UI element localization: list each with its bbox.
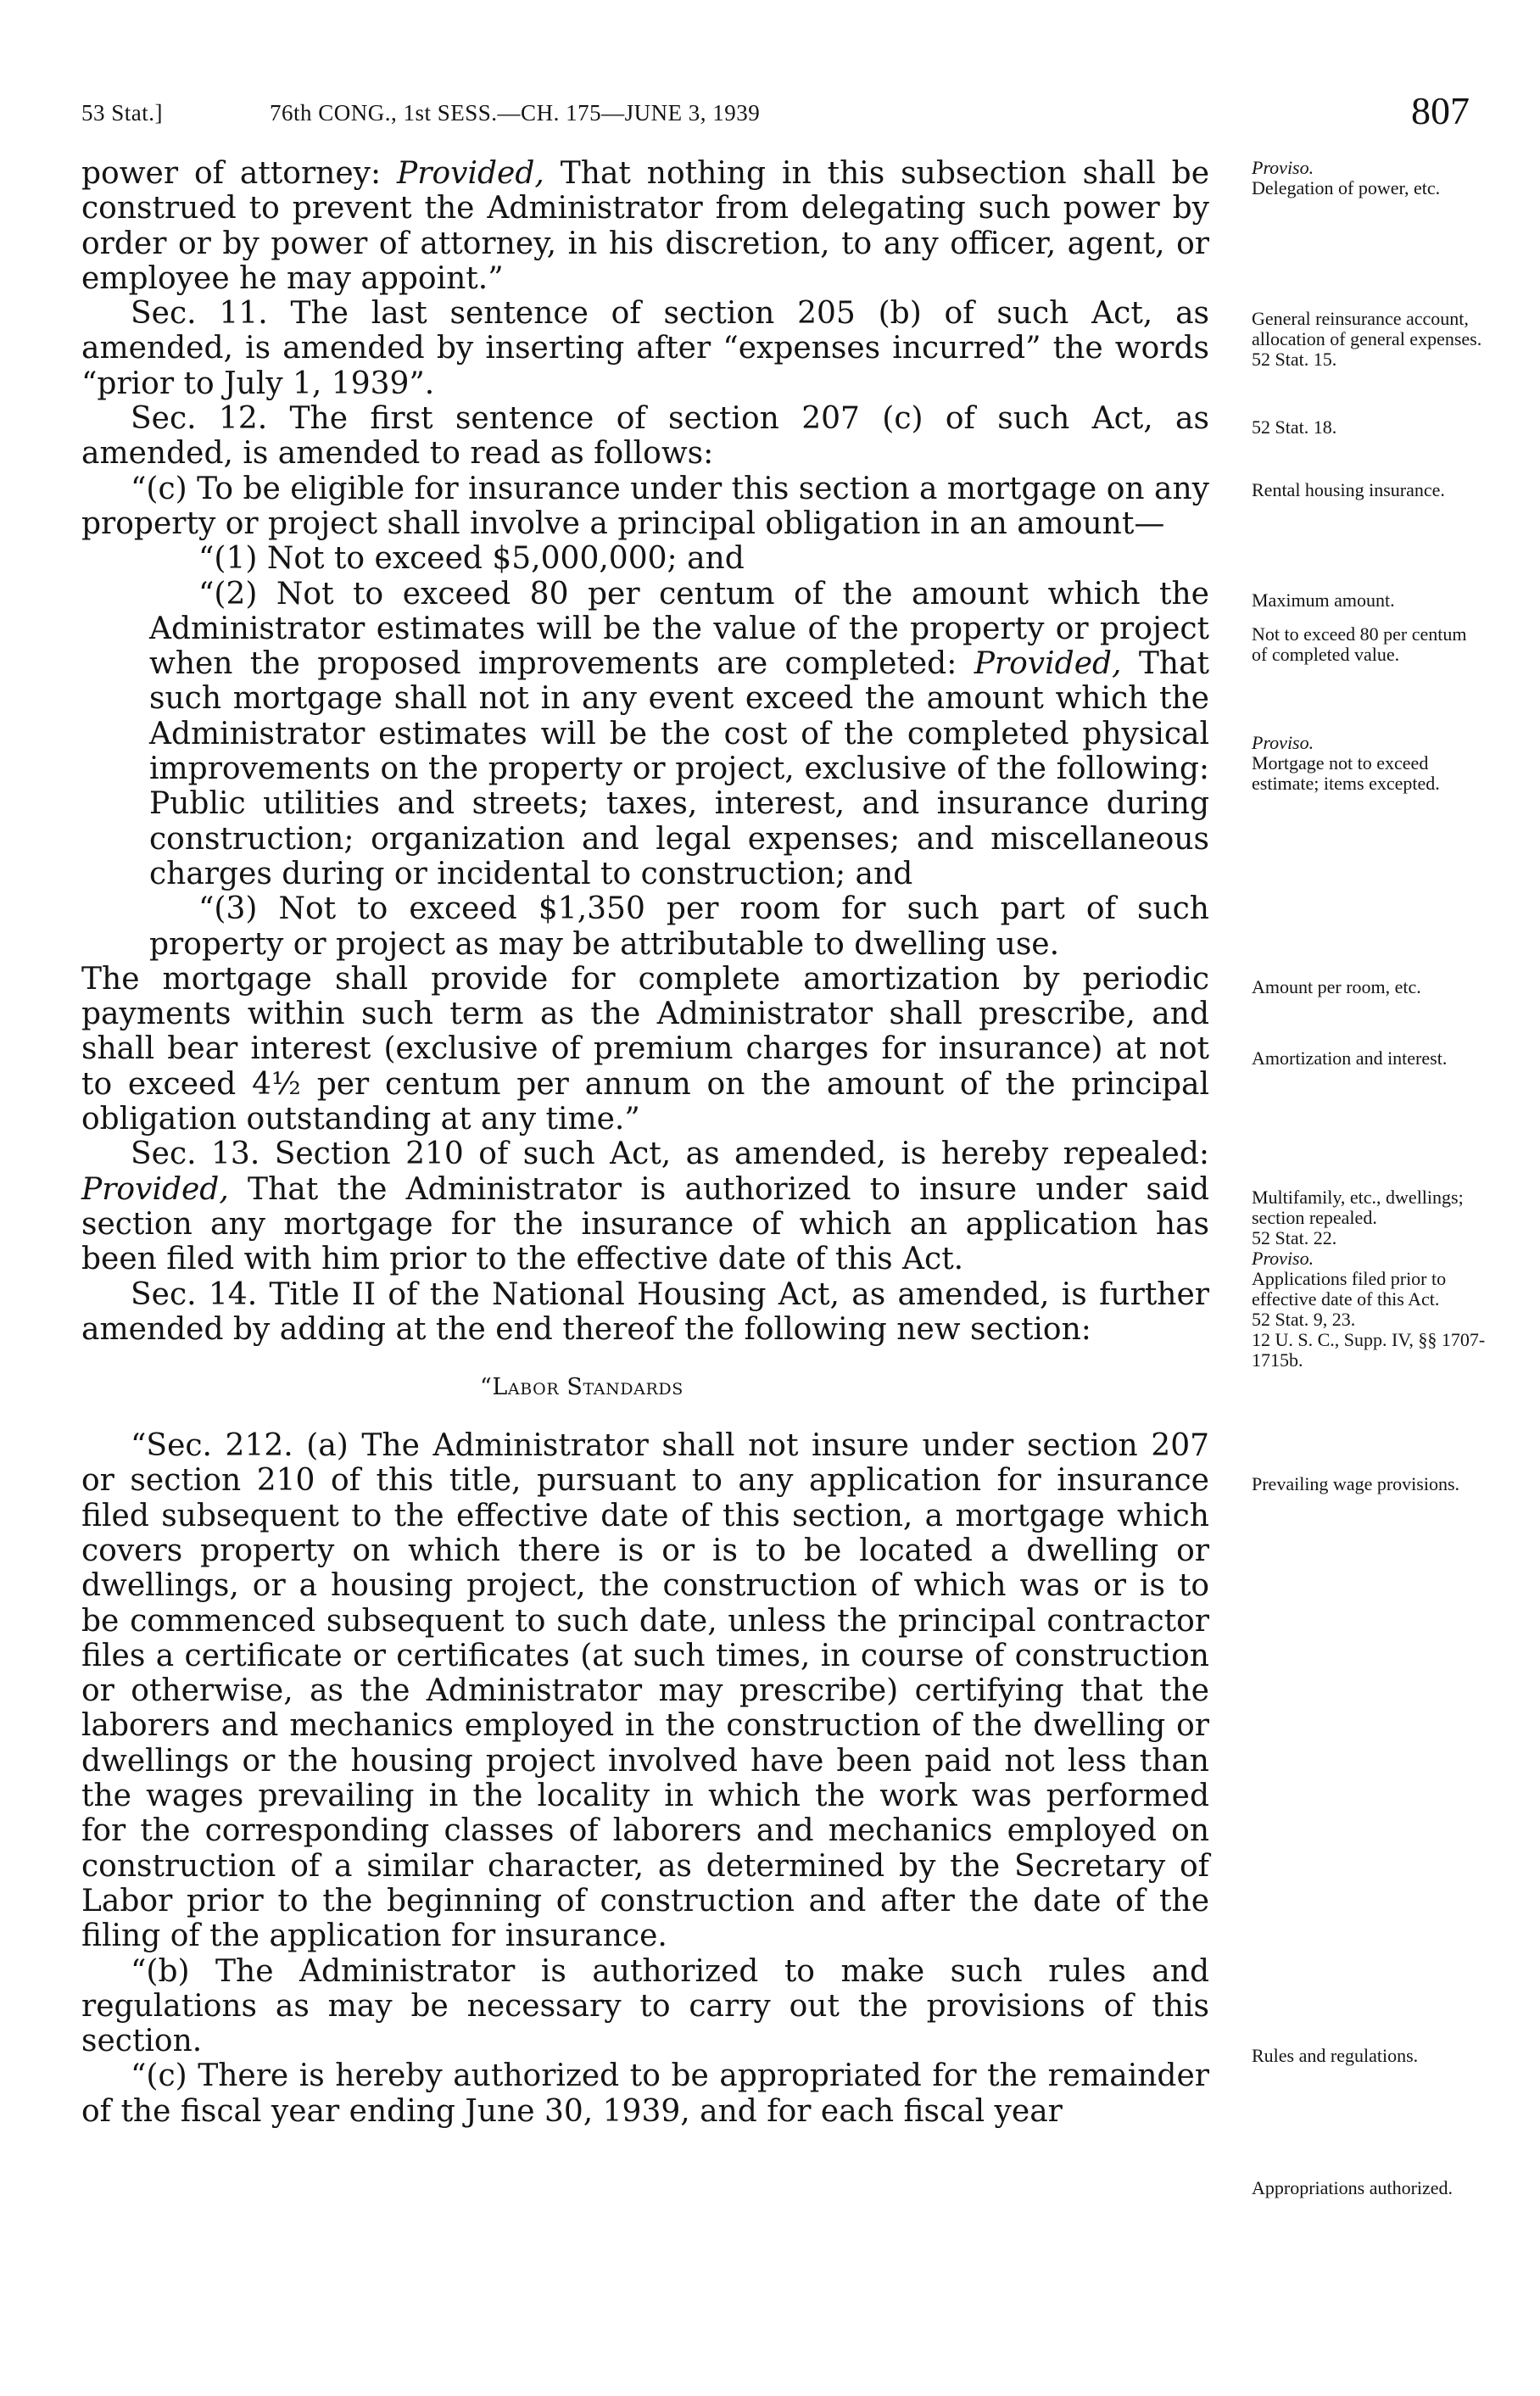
paragraph-sec-12: Sec. 12. The first sentence of section 207 (c) of such Act, as amended, is amended to read as follows:	[81, 401, 1209, 472]
header-citation: 53 Stat.]	[81, 100, 163, 126]
margin-note-delegation: Proviso. Delegation of power, etc.	[1252, 157, 1441, 198]
paragraph-clause-3: “(3) Not to exceed $1,350 per room for such part of such property or project as may be attributable to dwelling use.	[149, 891, 1209, 962]
margin-note-multifamily: Multifamily, etc., dwellings; section repealed. 52 Stat. 22. Proviso. Applications filed prior to effective date of this Act. 52 Stat. 9, 23. 12 U. S. C., Supp. IV, §§ 1707-1715b.	[1252, 1187, 1486, 1371]
proviso-italic: Provided,	[974, 646, 1122, 682]
paragraph-sec-13: Sec. 13. Section 210 of such Act, as amended, is hereby repealed: Provided, That the Administrator is authorized to insure under said section any mortgage for the insurance of which an application has been filed with him prior to the effective date of this Act.	[81, 1137, 1209, 1277]
margin-note-amortization: Amortization and interest.	[1252, 1047, 1448, 1069]
page-number: 807	[1411, 89, 1470, 132]
main-text	[81, 156, 1209, 2129]
paragraph-sec-212-c: “(c) There is hereby authorized to be appropriated for the remainder of the fiscal year ending June 30, 1939, and for each fiscal year	[81, 2058, 1209, 2129]
paragraph-subsection-c: “(c) To be eligible for insurance under this section a mortgage on any property or project shall involve a principal obligation in an amount—	[81, 471, 1209, 541]
margin-note-prevailing-wage: Prevailing wage provisions.	[1252, 1473, 1460, 1494]
proviso-italic: Provided,	[397, 156, 544, 191]
paragraph-clause-2: “(2) Not to exceed 80 per centum of the amount which the Administrator estimates will be the value of the property or project when the proposed improvements are completed: Provided, That such mortgage shall not in any event exceed the amount which the Administrator estimates will be the cost of the completed physical improvements on the property or project, exclusive of the following: Public utilities and streets; taxes, interest, and insurance during construction; organization and legal expenses; and miscellaneous charges during or incidental to construction; and	[149, 576, 1209, 891]
margin-note-rules: Rules and regulations.	[1252, 2045, 1419, 2066]
header-session: 76th CONG., 1st SESS.—CH. 175—JUNE 3, 1939	[270, 100, 761, 126]
section-heading-labor-standards: “Labor Standards	[480, 1374, 684, 1401]
paragraph-proviso-delegation: power of attorney: Provided, That nothing in this subsection shall be construed to prevent the Administrator from delegating such power by order or by power of attorney, in his discretion, to any officer, agent, or employee he may appoint.”	[81, 156, 1209, 296]
margin-note-stat-18: 52 Stat. 18.	[1252, 416, 1337, 438]
margin-note-rental-housing: Rental housing insurance.	[1252, 479, 1445, 500]
paragraph-sec-212-a: “Sec. 212. (a) The Administrator shall not insure under section 207 or section 210 of this title, pursuant to any application for insurance filed subsequent to the effective date of this section, a mortgage which covers property on which there is or is to be located a dwelling or dwellings, or a housing project, the construction of which was or is to be commenced subsequent to such date, unless the principal contractor files a certificate or certificates (at such times, in course of construction or otherwise, as the Administrator may prescribe) certifying that the laborers and mechanics employed in the construction of the dwelling or dwellings or the housing project involved have been paid not less than the wages prevailing in the locality in which the work was performed for the corresponding classes of laborers and mechanics employed on construction of a similar character, as determined by the Secretary of Labor prior to the beginning of construction and after the date of the filing of the application for insurance.	[81, 1428, 1209, 1954]
paragraph-sec-14: Sec. 14. Title II of the National Housing Act, as amended, is further amended by adding at the end thereof the following new section:	[81, 1276, 1209, 1347]
paragraph-sec-11: Sec. 11. The last sentence of section 205 (b) of such Act, as amended, is amended by inserting after “expenses incurred” the words “prior to July 1, 1939”.	[81, 296, 1209, 401]
margin-note-maximum-amount: Maximum amount.	[1252, 589, 1395, 611]
margin-note-amount-per-room: Amount per room, etc.	[1252, 976, 1421, 997]
margin-note-appropriations: Appropriations authorized.	[1252, 2177, 1454, 2198]
margin-note-mortgage-estimate: Proviso. Mortgage not to exceed estimate; items excepted.	[1252, 732, 1440, 794]
paragraph-amortization: The mortgage shall provide for complete amortization by periodic payments within such term as the Administrator shall prescribe, and shall bear interest (exclusive of premium charges for insurance) at not to exceed 4½ per centum per annum on the amount of the principal obligation outstanding at any time.”	[81, 961, 1209, 1137]
paragraph-clause-1: “(1) Not to exceed $5,000,000; and	[198, 541, 745, 577]
proviso-italic: Provided,	[81, 1171, 229, 1207]
margin-note-reinsurance: General reinsurance account, allocation of general expenses. 52 Stat. 15.	[1252, 308, 1482, 370]
paragraph-sec-212-b: “(b) The Administrator is authorized to make such rules and regulations as may be necessary to carry out the provisions of this section.	[81, 1953, 1209, 2059]
margin-note-80-per-centum: Not to exceed 80 per centum of completed value.	[1252, 623, 1467, 665]
